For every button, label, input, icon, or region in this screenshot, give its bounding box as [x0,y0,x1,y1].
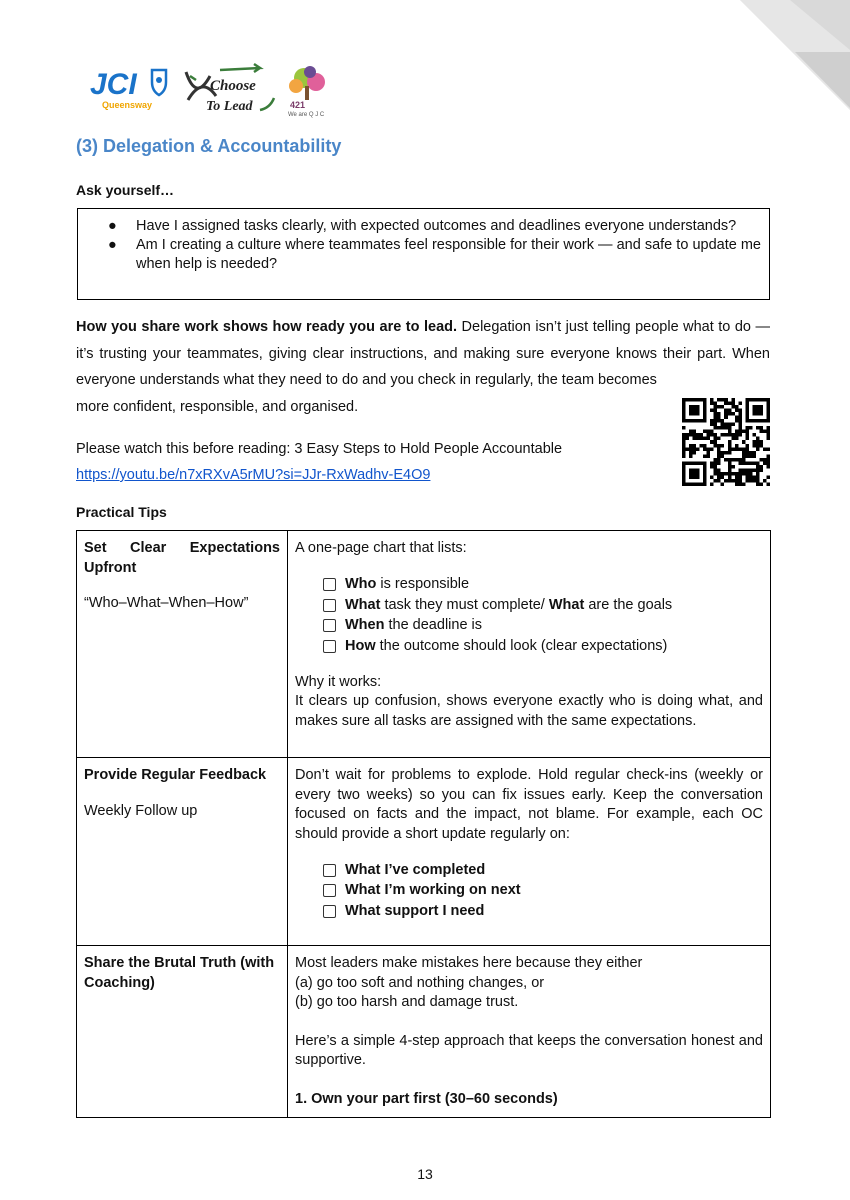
svg-text:To Lead: To Lead [206,99,253,114]
check-text: What support I need [345,902,485,919]
svg-text:JCI: JCI [90,68,137,101]
tip-line: (b) go too harsh and damage trust. [295,994,519,1010]
check-bold: When [345,617,385,633]
check-bold: What [345,596,381,613]
checkbox-icon [323,619,336,632]
check-text: the deadline is [384,617,483,633]
tip-title: Provide Regular Feedback [84,767,267,783]
svg-text:Choose: Choose [210,78,256,94]
tip-paragraph: Here’s a simple 4-step approach that keeps the conversation honest and supportive. [295,1032,763,1068]
tip-title: Set Clear Expectations Upfront [84,540,280,576]
check-text: What I’ve completed [345,861,486,878]
tip-line: (a) go too soft and nothing changes, or [295,974,545,991]
tip-title-cell [77,531,288,758]
checklist [323,860,763,922]
checklist-item [323,616,763,637]
ask-bullet-text: Am I creating a culture where teammates feel responsible for their work — and safe to update me when help is needed? [136,237,761,272]
checkbox-icon [323,640,336,653]
checklist-item [323,575,763,596]
watch-section [76,436,562,488]
check-text: task they must complete/ [380,596,549,613]
svg-text:Queensway: Queensway [102,100,153,110]
svg-text:We are Q J C: We are Q J C [288,112,325,118]
tip-subtitle: Weekly Follow up [84,802,198,819]
checklist-item [323,636,763,657]
intro-paragraph [76,314,770,420]
choose-to-lead-logo [186,64,274,114]
tip-step: 1. Own your part first (30–60 seconds) [295,1090,558,1107]
checkbox-icon [323,905,336,918]
ask-bullet [108,217,761,236]
check-text: is responsible [376,576,470,592]
tip-text: Don’t wait for problems to explode. Hold regular check-ins (weekly or every two weeks) so you can fix issues early. Keep the conversation focused on facts and the impact, not blame. For example, each OC should provide a short update regularly on: [295,767,763,842]
intro-lead: How you share work shows how ready you are to lead. [76,319,458,335]
table-row [77,758,771,946]
checkbox-icon [323,578,336,591]
checkbox-icon [323,599,336,612]
tip-title-cell [77,758,288,946]
ask-bullet-text: Have I assigned tasks clearly, with expected outcomes and deadlines everyone understands? [136,218,737,234]
intro-tail: more confident, responsible, and organised. [76,398,359,415]
check-bold: Who [345,576,377,592]
section-title: (3) Delegation & Accountability [76,136,342,156]
check-text: are the goals [584,596,673,613]
checklist-item [323,901,763,922]
check-text: the outcome should look (clear expectations) [375,637,668,654]
tip-subtitle: “Who–What–When–How” [84,595,249,611]
video-link[interactable]: https://youtu.be/n7xRXvA5rMU?si=JJr-RxWadhv-E4O9 [76,467,431,483]
page-corner-decoration [740,0,850,110]
checkbox-icon [323,884,336,897]
practical-tips-table [76,530,771,1118]
checklist-item [323,860,763,881]
page-number: 13 [417,1166,433,1182]
tip-body-cell [288,758,771,946]
tip-body-cell [288,946,771,1118]
tip-intro: A one-page chart that lists: [295,540,467,556]
checklist-item [323,881,763,902]
checklist-item [323,595,763,616]
practical-tips-label: Practical Tips [76,504,167,520]
tip-line: Most leaders make mistakes here because they either [295,955,643,971]
ask-yourself-box [77,208,770,300]
check-bold: How [345,637,376,654]
jci-logo [90,68,166,110]
table-row [77,531,771,758]
checkbox-icon [323,864,336,877]
watch-text: Please watch this before reading: 3 Easy Steps to Hold People Accountable [76,441,563,457]
svg-text:421: 421 [290,100,306,110]
tip-body-cell [288,531,771,758]
qr-code-icon [682,398,770,486]
tip-title-cell [77,946,288,1118]
table-row [77,946,771,1118]
ask-yourself-label: Ask yourself… [76,182,175,198]
why-label: Why it works: [295,673,382,690]
check-bold: What [548,596,585,613]
check-text: What I’m working on next [345,882,521,898]
ask-bullet [108,236,761,274]
header-logos [90,62,340,118]
bullet-icon: ● [108,237,117,253]
tree-logo [288,66,325,118]
checklist [323,575,763,657]
why-text: It clears up confusion, shows everyone exactly who is doing what, and makes sure all tasks are assigned with the same expectations. [295,693,763,729]
tip-title: Share the Brutal Truth (with Coaching) [84,955,275,991]
intro-body: Delegation isn’t just telling people what to do — it’s trusting your teammates, giving clear instructions, and making sure everyone knows their part. When everyone understands what they need to do and you check in regularly, the team becomes [76,319,770,388]
bullet-icon: ● [108,218,117,234]
